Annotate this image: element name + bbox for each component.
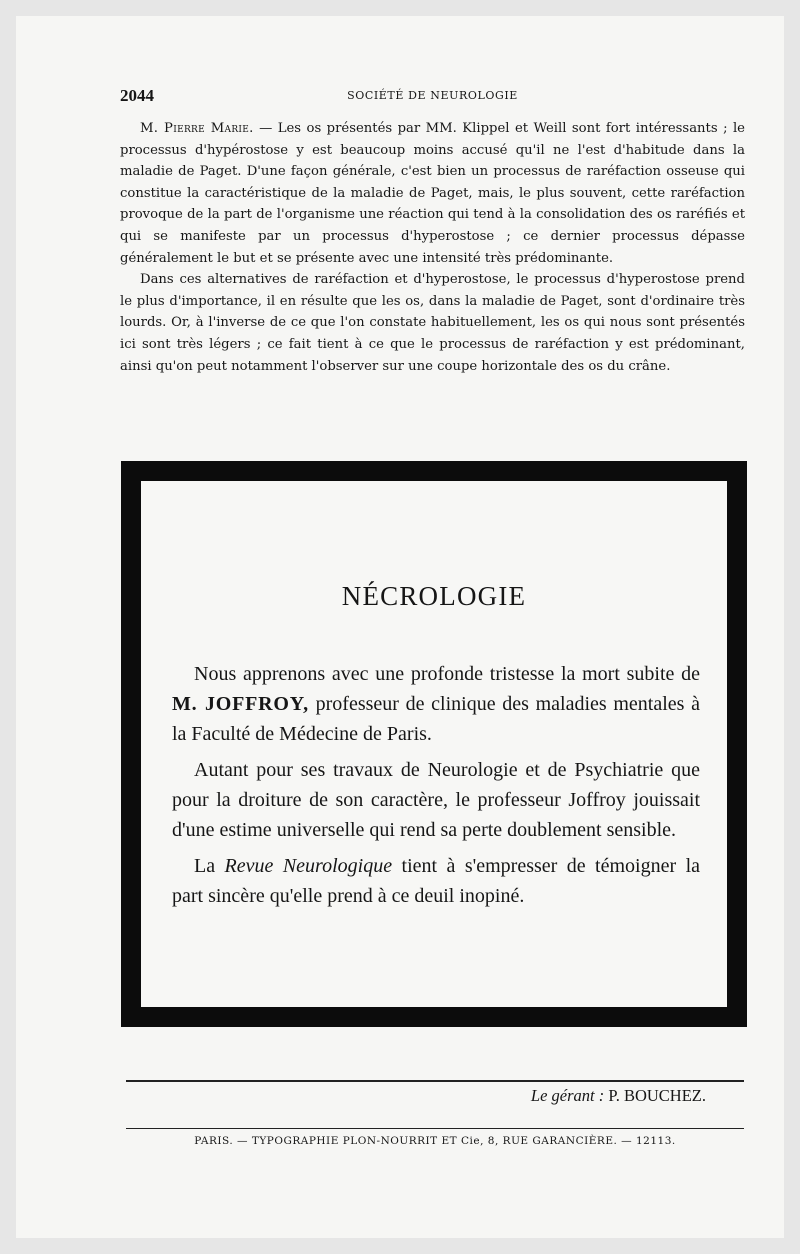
speaker-name: M. Pierre Marie.: [140, 121, 254, 136]
obituary-paragraph-3: [172, 851, 700, 911]
signature-line: [531, 1086, 706, 1106]
obituary-p3-before: La: [194, 855, 225, 877]
page-header: [120, 86, 745, 106]
signature-name: P. BOUCHEZ.: [608, 1086, 706, 1105]
discussion-text: [120, 118, 745, 377]
obituary-paragraph-2: Autant pour ses travaux de Neurologie et de Psychiatrie que pour la droiture de son caractère, le professeur Joffroy jouissait d'une estime universelle qui rend sa perte doublement sensible.: [172, 759, 700, 841]
obituary-paragraph-1: [172, 659, 700, 749]
discussion-paragraph: [120, 118, 745, 269]
signature-label: Le gérant :: [530, 1086, 605, 1105]
printer-imprint: PARIS. — TYPOGRAPHIE PLON-NOURRIT ET Cie, 8, RUE GARANCIÈRE. — 12113.: [194, 1135, 676, 1147]
discussion-paragraph-1-text: — Les os présentés par MM. Klippel et Weill sont fort intéressants ; le processus d'hypérostose y est beaucoup moins accusé qu'il ne l'est d'habitude dans la maladie de Paget. D'une façon générale, c'est bien un processus de raréfaction osseuse qui constitue la caractéristique de la maladie de Paget, mais, le plus souvent, cette raréfaction provoque de la part de l'organisme une réaction qui tend à la consolidation des os raréfiés et qui se manifeste par un processus d'hyperostose ; ce dernier processus dépasse généralement le but et se présente avec une intensité très prédominante.: [120, 121, 745, 266]
obituary-title: NÉCROLOGIE: [341, 581, 527, 611]
obituary-black-border-frame: [121, 461, 747, 1027]
obituary-p1-before: Nous apprenons avec une profonde tristesse la mort subite de: [194, 663, 700, 685]
page-number: 2044: [120, 86, 154, 105]
obituary-p1-after: professeur de clinique des maladies mentales à la Faculté de Médecine de Paris.: [172, 693, 700, 745]
journal-name: Revue Neurologique: [224, 855, 393, 877]
footer-rule-top: [126, 1080, 744, 1082]
discussion-paragraph-2: Dans ces alternatives de raréfaction et d'hyperostose, le processus d'hyperostose prend le plus d'importance, il en résulte que les os, dans la maladie de Paget, sont d'ordinaire très lourds. Or, à l'inverse de ce que l'on constate habituellement, les os qui nous sont présentés ici sont très légers ; ce fait tient à ce que le processus de raréfaction y est prédominant, ainsi qu'on peut notamment l'observer sur une coupe horizontale des os du crâne.: [120, 272, 745, 374]
obituary-text: [172, 659, 700, 911]
footer-rule-bottom: [126, 1128, 744, 1129]
deceased-name: M. JOFFROY,: [172, 693, 309, 715]
running-head: SOCIÉTÉ DE NEUROLOGIE: [347, 89, 518, 102]
obituary-p3-after: tient à s'empresser de témoigner la part sincère qu'elle prend à ce deuil inopiné.: [172, 855, 701, 907]
